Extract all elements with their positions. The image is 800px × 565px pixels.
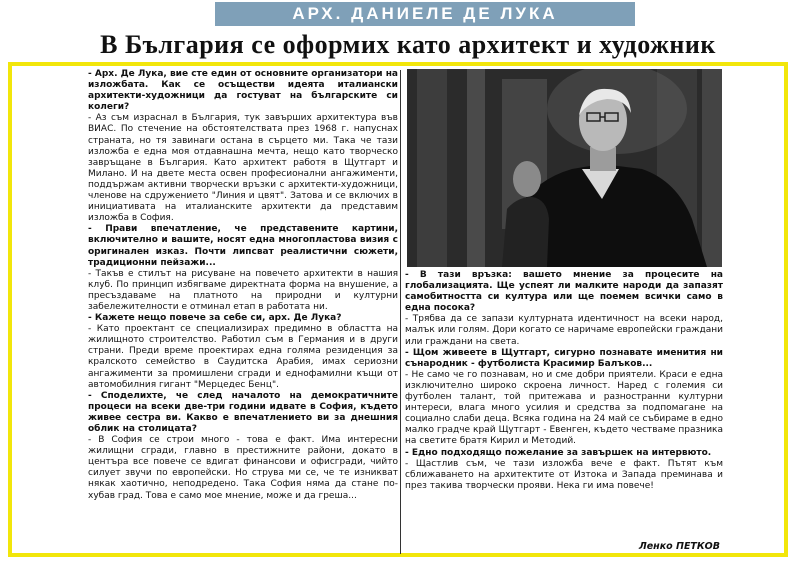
left-column: [88, 69, 398, 559]
column-divider: [400, 70, 401, 554]
right-column: [405, 270, 723, 528]
paragraph-answer: - Като проектант се специализирах предимно в областта на жилищното строителство. Работил съм в Германия и в други страни. Преди време проектирах една голяма резиденция за кралското семейство в Саудитска Арабия, имах сериозни ангажименти за промишлени сгради и еднофамилни къщи от автомобилния гигант "Мерцедес Бенц".: [88, 324, 398, 390]
paragraph-question: - Споделихте, че след началото на демократичните процеси на всеки две-три години идвате в София, където живее сестра ви. Какво е впечатлението ви за днешния облик на столицата?: [88, 390, 398, 434]
paragraph-answer: - Не само че го познавам, но и сме добри приятели. Краси е една изключително широко скроена личност. Наред с големия си футболен талант, той притежава и разностранни културни интереси, влага много усилия и средства за подпомагане на социално слаби деца. Всяка година на 24 май се събираме в едно малко градче край Щутгарт - Евенген, където честваме празника на светите братя Кирил и Методий.: [405, 369, 723, 447]
paragraph-question: - В тази връзка: вашето мнение за процесите на глобализацията. Ще успеят ли малките народи да запазят самобитността си култура или ще поемем всички само в една посока?: [405, 270, 723, 314]
author-byline: Ленко ПЕТКОВ: [638, 541, 720, 552]
paragraph-answer: - Аз съм израснал в България, тук завърших архитектура във ВИАС. По стечение на обстоятелствата през 1968 г. напуснах страната, но тя завинаги остана в сърцето ми. Така че тази изложба е една моя отдавнашна мечта, нещо като творческо завръщане в България. Като архитект работя в Щутгарт и Милано. И на двете места освен професионални ангажименти, поддържам активни творчески връзки с архитекти-художници, членове на сдружението "Линия и цвят". Затова и се включих в инициативата на италианските архитекти да представим изложба в София.: [88, 113, 398, 224]
article-kicker: АРХ. ДАНИЕЛЕ ДЕ ЛУКА: [215, 2, 635, 26]
paragraph-answer: - Щастлив съм, че тази изложба вече е факт. Пътят към сближаването на архитектите от Изтока и Запада преминава и през такива творчески прояви. Нека ги има повече!: [405, 458, 723, 491]
paragraph-question: - Щом живеете в Щутгарт, сигурно познавате именития ни сънародник - футболиста Красимир Балъков...: [405, 347, 723, 369]
paragraph-question: - Арх. Де Лука, вие сте един от основните организатори на изложбата. Как се осъществи идеята италиански архитекти-художници да гостуват на българските си колеги?: [88, 69, 398, 113]
paragraph-question: - Едно подходящо пожелание за завършек на интервюто.: [405, 447, 712, 458]
paragraph-question: - Прави впечатление, че представените картини, включително и вашите, носят една многопластова визия с оригинален изказ. Почти липсват реалистични сюжети, традиционни пейзажи...: [88, 224, 398, 268]
paragraph-answer: - В София се строи много - това е факт. Има интересни жилищни сгради, главно в престижните райони, докато в центъра все повече се вдигат финансови и офисгради, чийто силует звучи по европейски. Но струва ми се, че те изникват някак хаотично, неподредено. Така София няма да стане по-хубав град. Това е само мое мнение, може и да греша...: [88, 435, 398, 501]
paragraph-answer: - Такъв е стилът на рисуване на повечето архитекти в нашия клуб. По принцип избягваме директната форма на внушение, а пресъздаваме на платното на природни и културни забележителности е отминал етап в работата ни.: [88, 268, 398, 312]
article-headline: В България се оформих като архитект и художник: [100, 30, 716, 59]
portrait-photo: [407, 69, 722, 267]
portrait-illustration: [407, 69, 722, 267]
paragraph-answer: - Трябва да се запази културната идентичност на всеки народ, малък или голям. Дори когато се наричаме европейски граждани или граждани на света.: [405, 314, 723, 347]
paragraph-question: - Кажете нещо повече за себе си, арх. Де Лука?: [88, 313, 342, 324]
